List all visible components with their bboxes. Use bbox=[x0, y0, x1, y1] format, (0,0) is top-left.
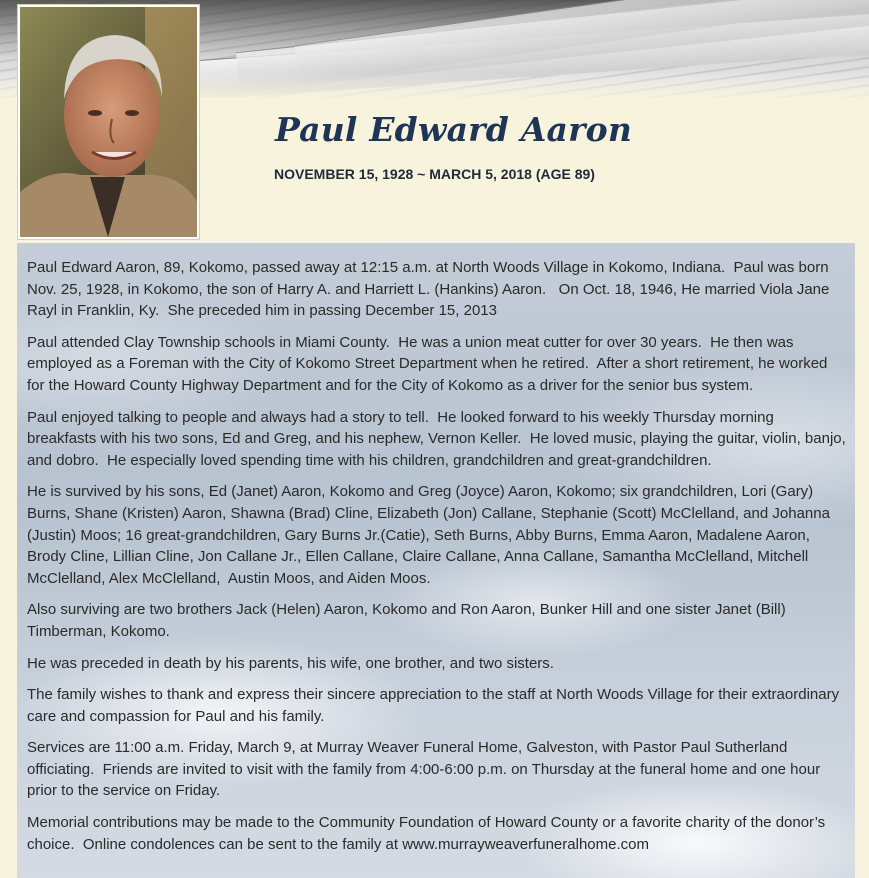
obituary-paragraph: He is survived by his sons, Ed (Janet) Aaron, Kokomo and Greg (Joyce) Aaron, Kokomo; six grandchildren, Lori (Gary) Burns, Shane (Kristen) Aaron, Shawna (Brad) Cline, Elizabeth (Jon) Callane, Stephanie (Scott) McClelland, and Johanna (Justin) Moos; 16 great-grandchildren, Gary Burns Jr.(Catie), Seth Burns, Abby Burns, Emma Aaron, Madalene Aaron, Brody Cline, Lillian Cline, Jon Callane Jr., Ellen Callane, Claire Callane, Anna Callane, Samantha McClelland, Mitchell McClelland, Alex McClelland, Austin Moos, and Aiden Moos. bbox=[27, 483, 835, 587]
obituary-paragraph: Paul attended Clay Township schools in Miami County. He was a union meat cutter for over 30 years. He then was employed as a Foreman with the City of Kokomo Street Department when he retired. After a short retirement, he worked for the Howard County Highway Department and for the City of Kokomo as a driver for the senior bus system. bbox=[27, 333, 832, 394]
portrait-photo bbox=[18, 5, 199, 239]
obituary-paragraph: Services are 11:00 a.m. Friday, March 9, at Murray Weaver Funeral Home, Galveston, with Pastor Paul Sutherland officiating. Friends are invited to visit with the family from 4:00-6:00 p.m. on Thursday at the funeral home and one hour prior to the service on Friday. bbox=[27, 739, 825, 800]
deceased-name: Paul Edward Aaron bbox=[275, 110, 633, 149]
life-dates: NOVEMBER 15, 1928 ~ MARCH 5, 2018 (AGE 89) bbox=[274, 166, 595, 182]
obituary-paragraph: Also surviving are two brothers Jack (Helen) Aaron, Kokomo and Ron Aaron, Bunker Hill and one sister Janet (Bill) Timberman, Kokomo. bbox=[27, 601, 790, 640]
obituary-paragraph: Memorial contributions may be made to the Community Foundation of Howard County or a favorite charity of the donor’s choice. Online condolences can be sent to the family at www.murrayweaverfuneralhome.com bbox=[27, 814, 830, 853]
obituary-paragraph: He was preceded in death by his parents, his wife, one brother, and two sisters. bbox=[27, 654, 554, 672]
obituary-paragraph: Paul Edward Aaron, 89, Kokomo, passed away at 12:15 a.m. at North Woods Village in Kokomo, Indiana. Paul was born Nov. 25, 1928, in Kokomo, the son of Harry A. and Harriett L. (Hankins) Aaron. On Oct. 18, 1946, He married Viola Jane Rayl in Franklin, Ky. She preceded him in passing December 15, 2013 bbox=[27, 259, 834, 320]
obituary-text-panel bbox=[17, 243, 855, 878]
obituary-paragraph: Paul enjoyed talking to people and always had a story to tell. He looked forward to his weekly Thursday morning breakfasts with his two sons, Ed and Greg, and his nephew, Vernon Keller. He loved music, playing the guitar, violin, banjo, and dobro. He especially loved spending time with his children, grandchildren and great-grandchildren. bbox=[27, 408, 850, 469]
obituary-paragraph: The family wishes to thank and express their sincere appreciation to the staff at North Woods Village for their extraordinary care and compassion for Paul and his family. bbox=[27, 686, 844, 725]
